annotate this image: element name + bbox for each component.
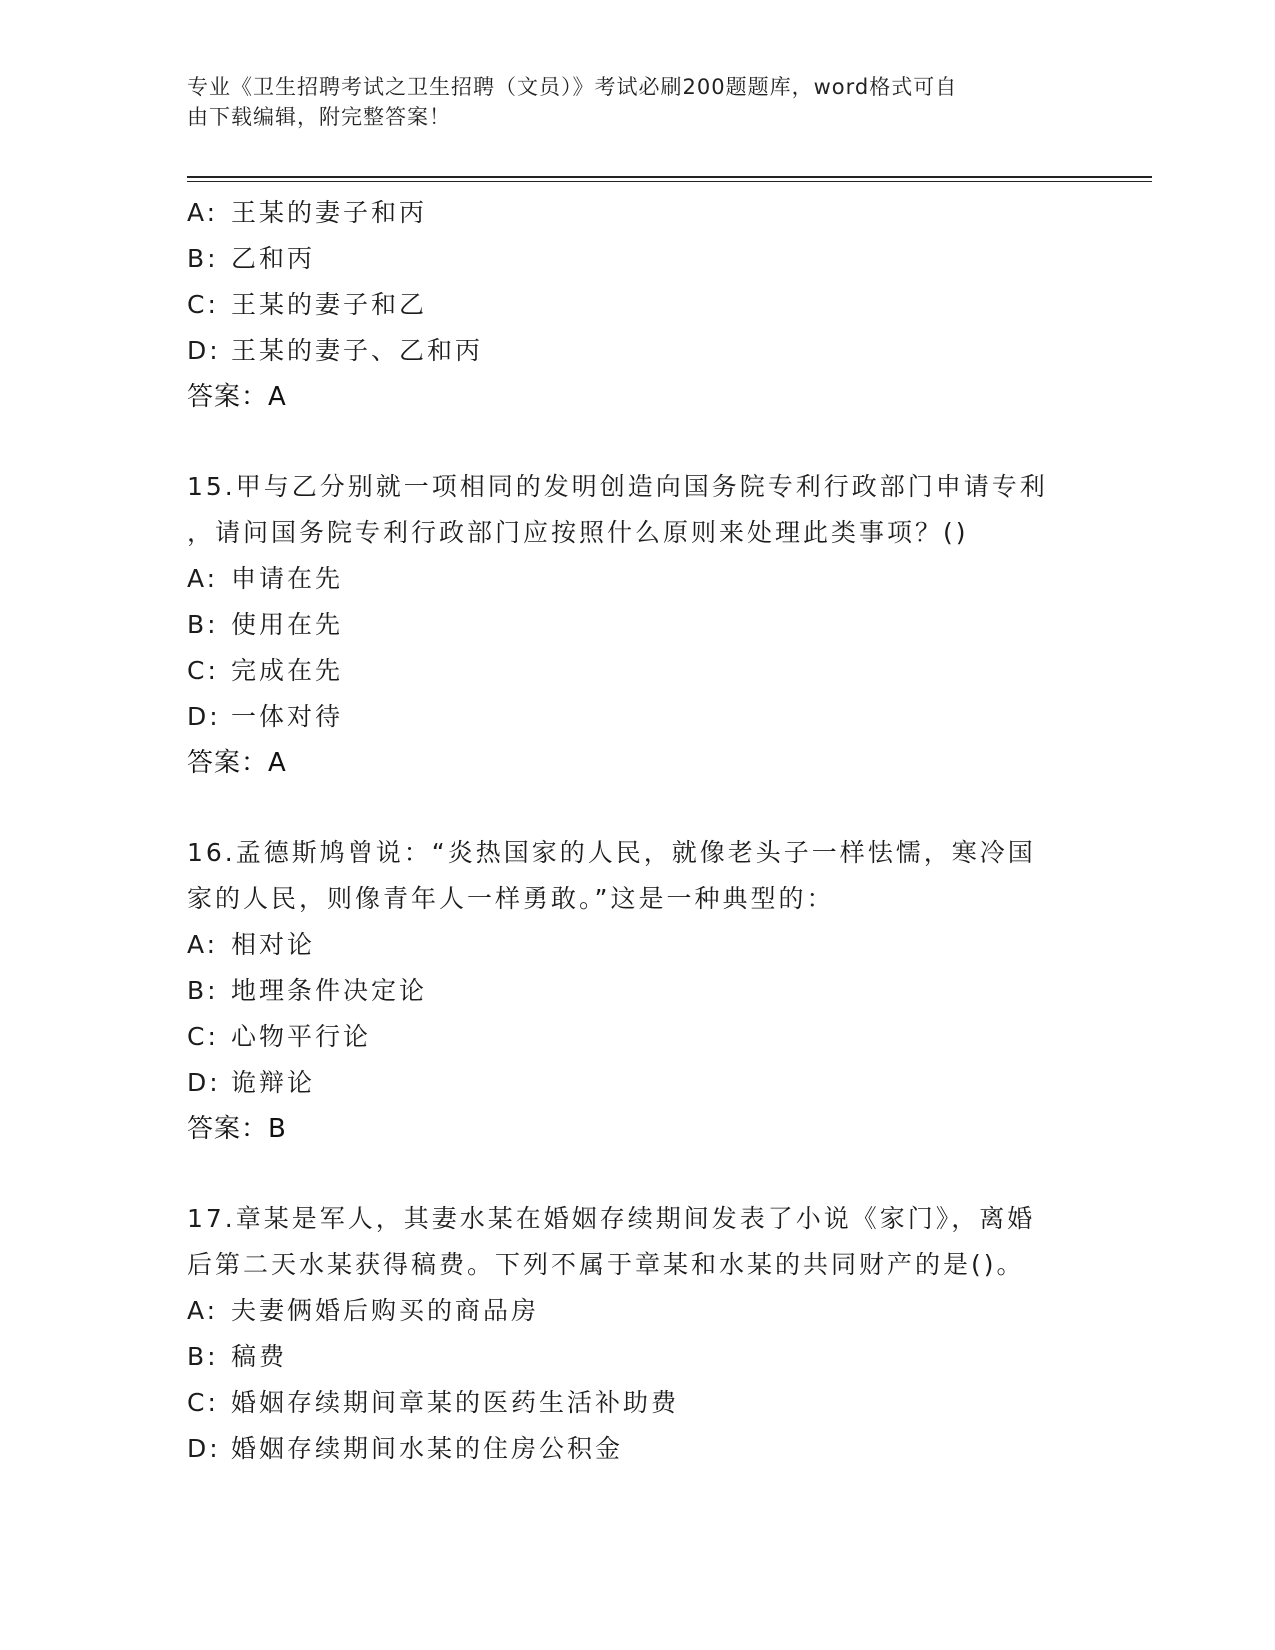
answer-line: 答案：A	[187, 748, 287, 778]
question-text-line-1: 17.章某是军人，其妻水某在婚姻存续期间发表了小说《家门》，离婚	[187, 1204, 1036, 1233]
question-14-continued	[187, 190, 1087, 420]
question-list	[187, 190, 1087, 1472]
option-c: C: 王某的妻子和乙	[187, 290, 428, 319]
option-d: D: 诡辩论	[187, 1068, 316, 1097]
option-b: B: 地理条件决定论	[187, 976, 428, 1005]
document-header	[187, 72, 1067, 132]
header-divider-thin	[187, 181, 1152, 182]
option-c: C: 完成在先	[187, 656, 344, 685]
option-c: C: 心物平行论	[187, 1022, 372, 1051]
question-17	[187, 1196, 1087, 1472]
question-16	[187, 830, 1087, 1152]
option-b: B: 乙和丙	[187, 244, 316, 273]
option-b: B: 稿费	[187, 1342, 288, 1371]
question-15	[187, 464, 1087, 786]
header-line-1: 专业《卫生招聘考试之卫生招聘（文员）》考试必刷200题题库，word格式可自	[187, 75, 958, 99]
answer-line: 答案：A	[187, 382, 287, 412]
header-line-2: 由下载编辑，附完整答案！	[187, 105, 451, 129]
question-text-line-1: 16.孟德斯鸠曾说：“炎热国家的人民，就像老头子一样怯懦，寒冷国	[187, 838, 1036, 867]
option-d: D: 王某的妻子、乙和丙	[187, 336, 484, 365]
option-c: C: 婚姻存续期间章某的医药生活补助费	[187, 1388, 680, 1417]
option-d: D: 婚姻存续期间水某的住房公积金	[187, 1434, 624, 1463]
question-text-line-2: 家的人民，则像青年人一样勇敢。”这是一种典型的：	[187, 884, 835, 913]
question-text-line-1: 15.甲与乙分别就一项相同的发明创造向国务院专利行政部门申请专利	[187, 472, 1048, 501]
option-a: A: 申请在先	[187, 564, 344, 593]
question-text-line-2: ，请问国务院专利行政部门应按照什么原则来处理此类事项？()	[187, 518, 969, 547]
option-a: A: 相对论	[187, 930, 316, 959]
option-d: D: 一体对待	[187, 702, 344, 731]
header-divider-thick	[187, 176, 1152, 178]
option-a: A: 夫妻俩婚后购买的商品房	[187, 1296, 540, 1325]
option-b: B: 使用在先	[187, 610, 344, 639]
answer-line: 答案：B	[187, 1114, 287, 1144]
option-a: A: 王某的妻子和丙	[187, 198, 428, 227]
question-text-line-2: 后第二天水某获得稿费。下列不属于章某和水某的共同财产的是()。	[187, 1250, 1025, 1279]
